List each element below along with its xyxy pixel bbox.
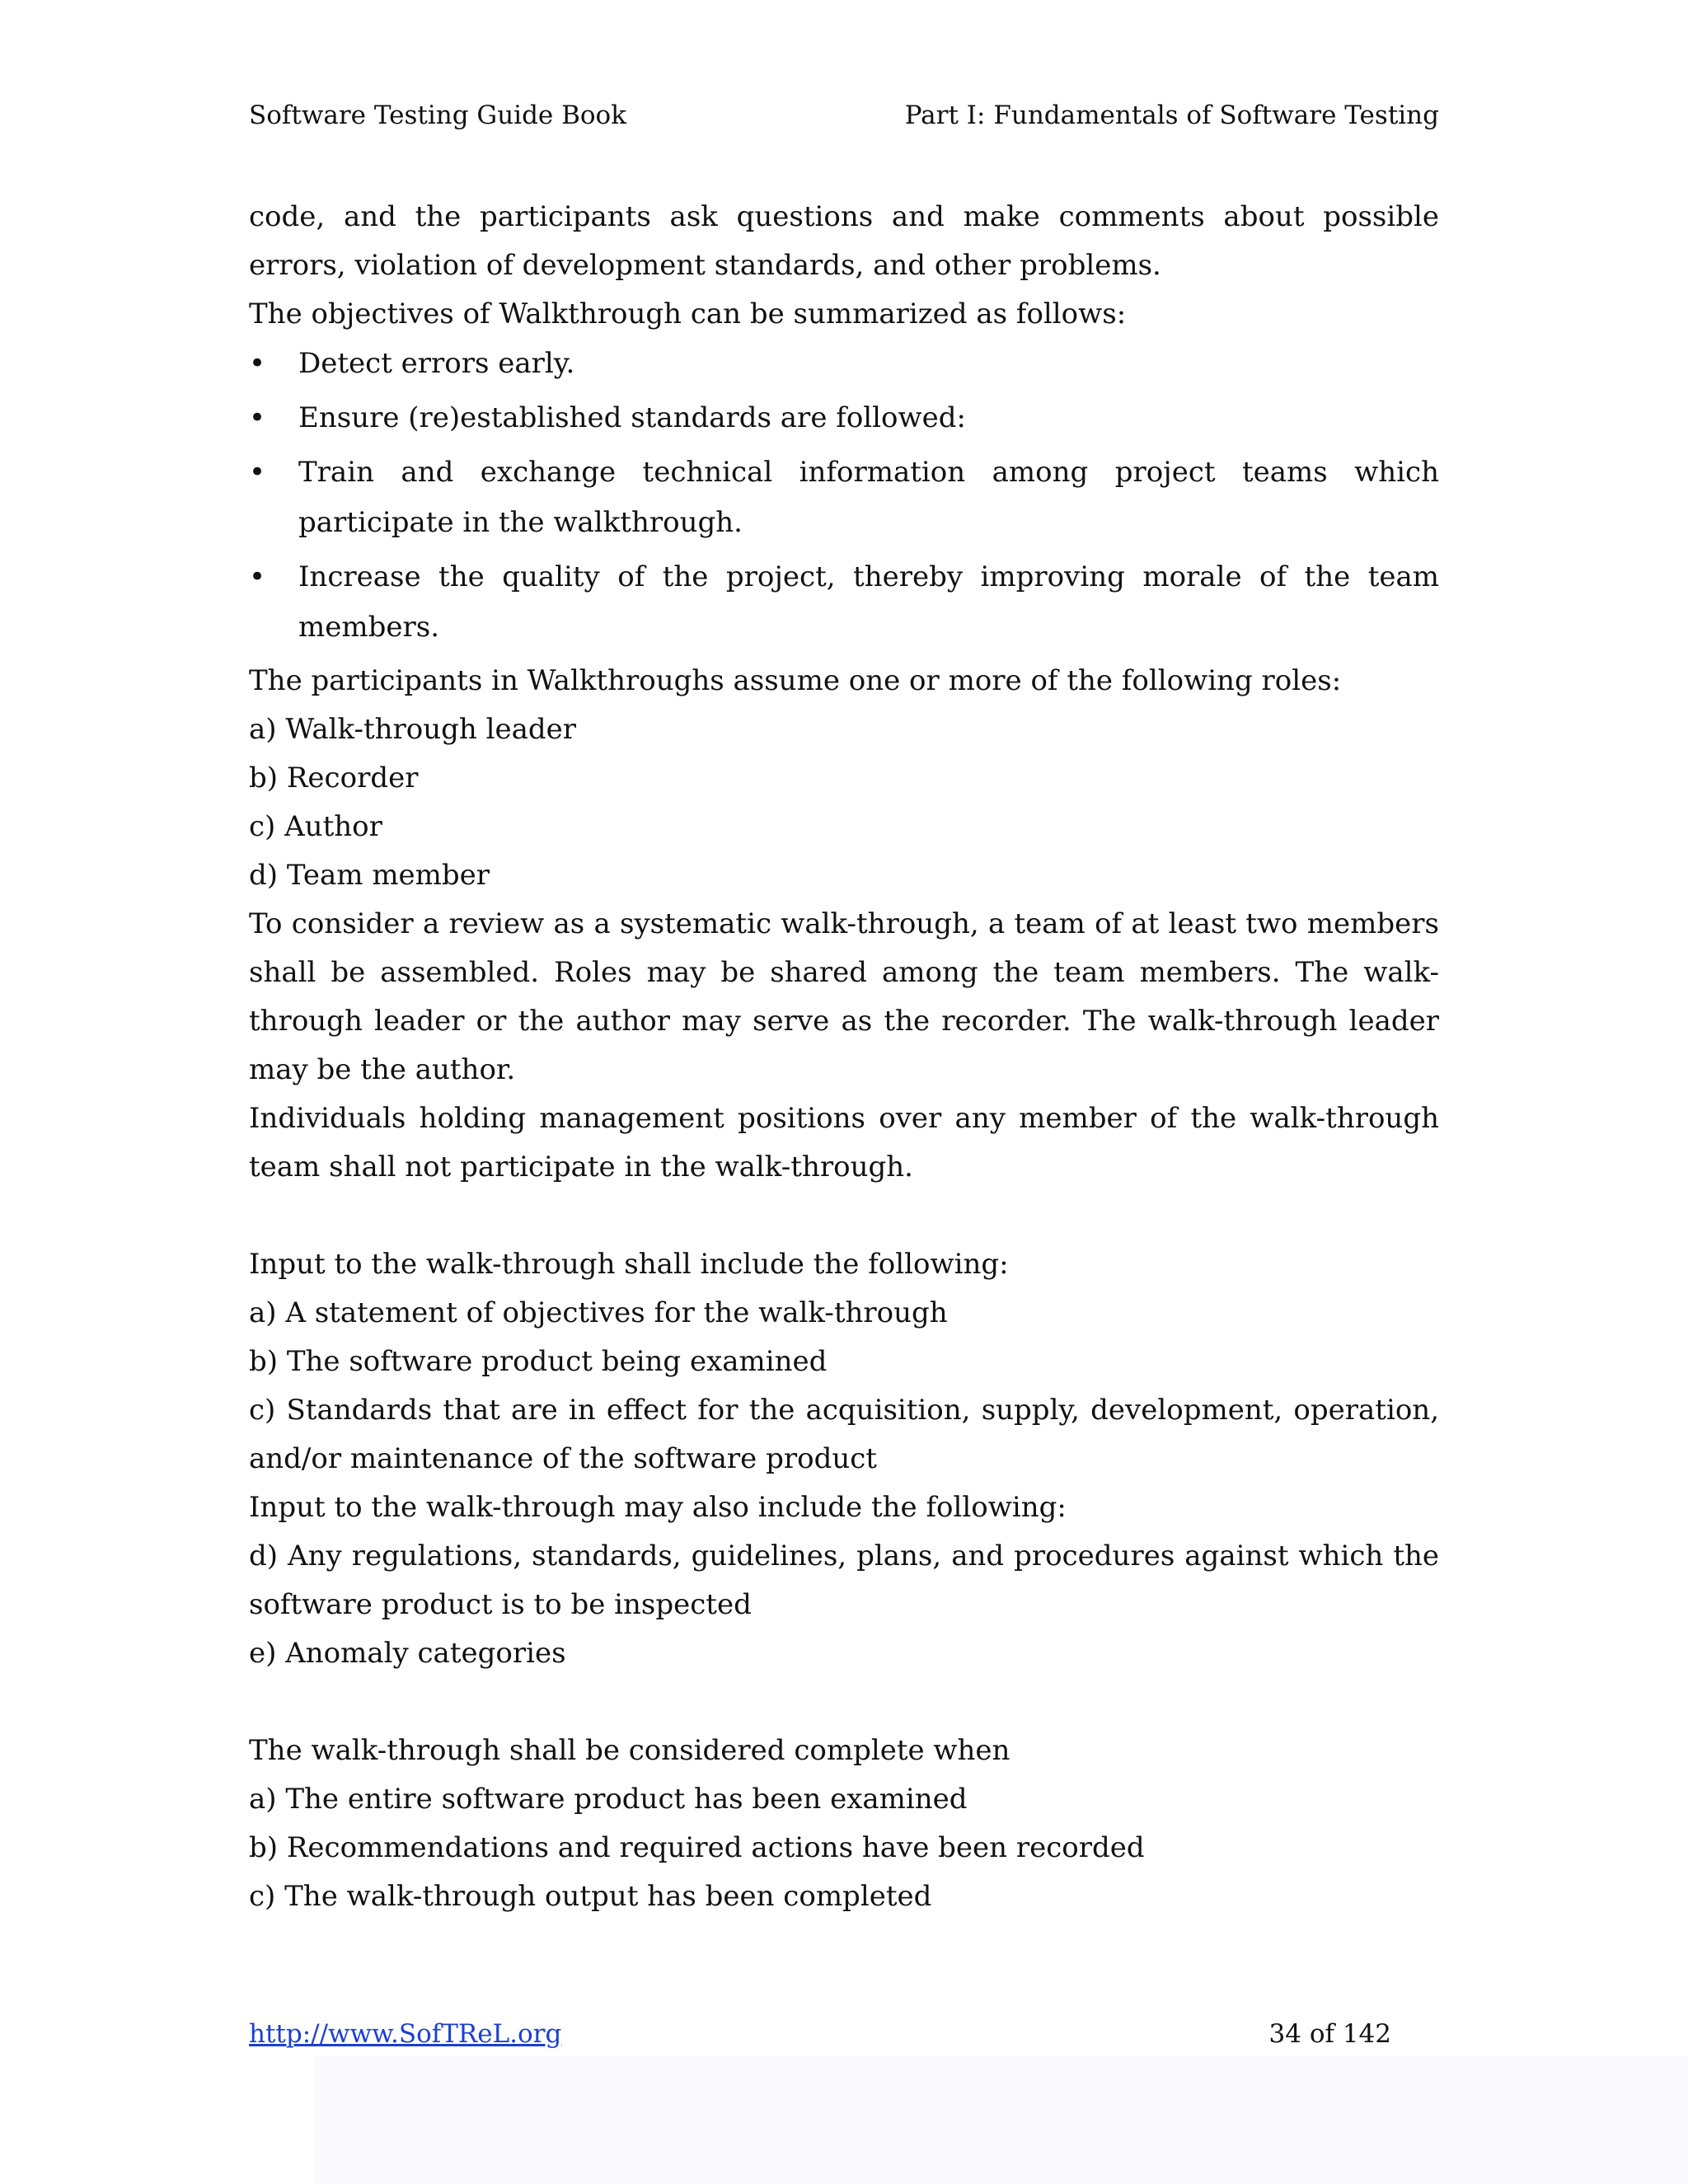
page-shadow [315,2056,1688,2184]
completion-item: c) The walk-through output has been completed [249,1880,932,1913]
role-item: d) Team member [249,859,490,892]
bullet-icon: • [249,401,266,434]
input-item: c) Standards that are in effect for the acquisition, supply, development, operation, and/or maintenance of the software product [249,1394,1439,1475]
list-item [249,448,1439,548]
page-footer [249,2016,1391,2052]
site-link[interactable]: http://www.SofTReL.org [249,2019,562,2049]
bullet-icon: • [249,456,266,489]
list-item [249,339,1439,389]
role-item: a) Walk-through leader [249,713,577,746]
completion-item: a) The entire software product has been examined [249,1783,968,1816]
management-paragraph: Individuals holding management positions over any member of the walk-through team shall not participate in the walk-through. [249,1102,1439,1183]
list-item [249,552,1439,653]
input-item: a) A statement of objectives for the walk-through [249,1296,948,1329]
header-part-title: Part I: Fundamentals of Software Testing [904,101,1439,130]
header-book-title: Software Testing Guide Book [249,101,627,130]
input-item: d) Any regulations, standards, guidelines, plans, and procedures against which the software product is to be inspected [249,1540,1439,1621]
inputs-intro: Input to the walk-through shall include the following: [249,1248,1009,1281]
input-item: b) The software product being examined [249,1345,828,1378]
objectives-list [249,339,1439,653]
bullet-icon: • [249,347,266,380]
objective-text: Train and exchange technical information among project teams which participate in the walkthrough. [298,456,1439,539]
role-item: c) Author [249,810,382,843]
list-item [249,393,1439,443]
spacer [249,1678,1439,1727]
objectives-intro: The objectives of Walkthrough can be summarized as follows: [249,298,1127,330]
completion-item: b) Recommendations and required actions have been recorded [249,1831,1145,1864]
objective-text: Detect errors early. [298,347,575,380]
intro-continuation: code, and the participants ask questions and make comments about possible errors, violation of development standards, and other problems. [249,200,1439,282]
role-item: b) Recorder [249,762,419,794]
input-item: e) Anomaly categories [249,1637,566,1670]
objective-text: Ensure (re)established standards are followed: [298,401,966,434]
page-body [249,193,1439,1921]
page-number: 34 of 142 [1268,2019,1391,2049]
team-paragraph: To consider a review as a systematic walk-through, a team of at least two members shall be assembled. Roles may be shared among the team members. The walk-through leader or the author may serve as the recorder. The walk-through leader may be the author. [249,907,1439,1086]
bullet-icon: • [249,560,266,593]
completion-intro: The walk-through shall be considered complete when [249,1734,1010,1767]
objective-text: Increase the quality of the project, thereby improving morale of the team members. [298,560,1439,644]
page-header [249,97,1439,134]
optional-inputs-intro: Input to the walk-through may also include the following: [249,1491,1067,1524]
roles-intro: The participants in Walkthroughs assume one or more of the following roles: [249,664,1342,697]
spacer [249,1192,1439,1240]
